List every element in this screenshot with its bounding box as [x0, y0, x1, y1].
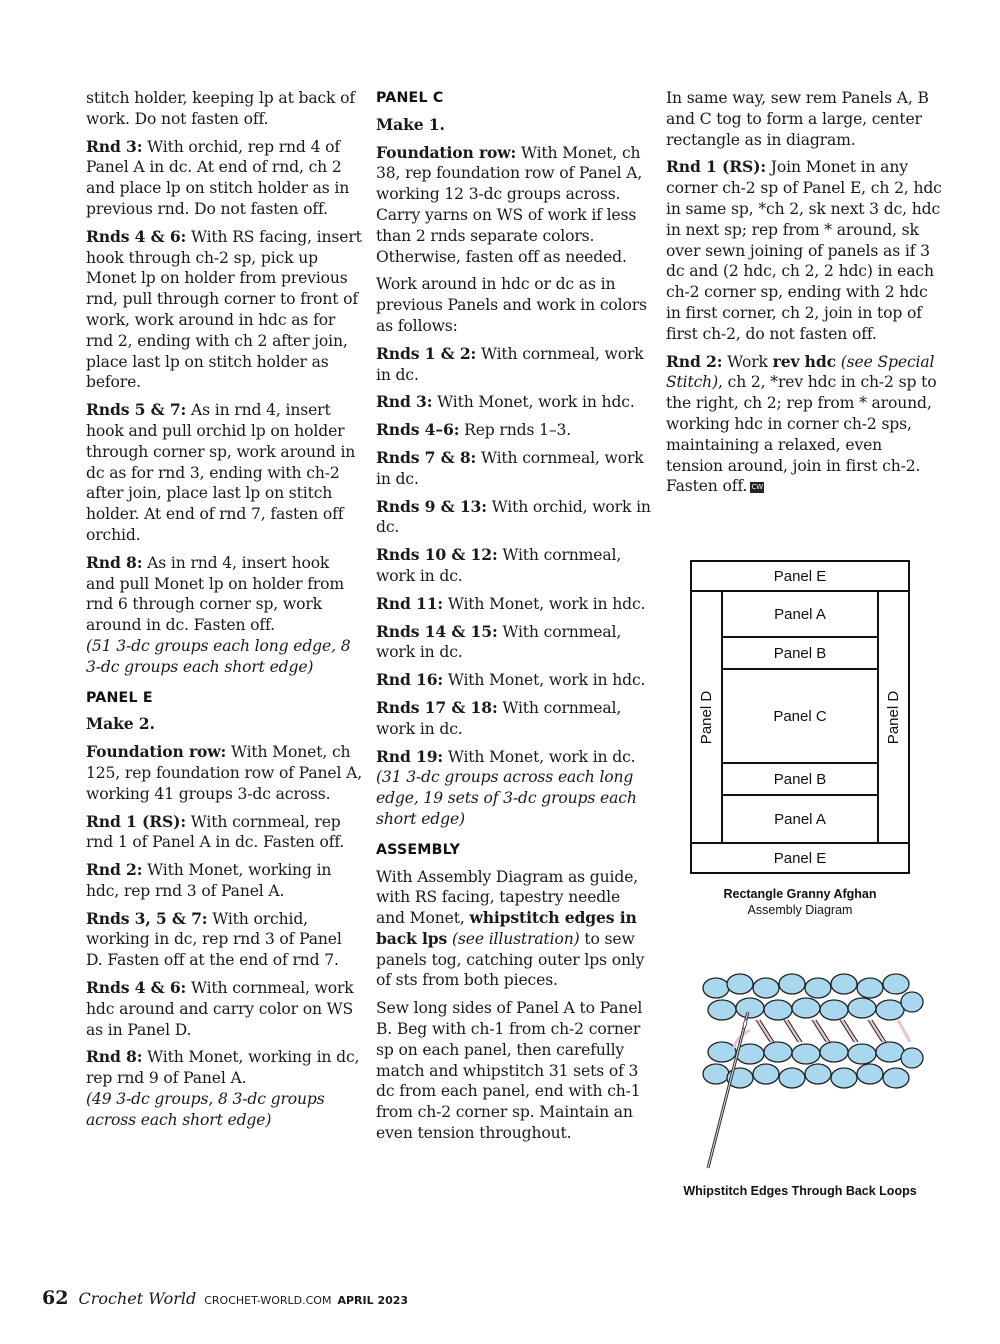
paragraph [86, 227, 362, 393]
paragraph [376, 622, 652, 664]
paragraph: Sew long sides of Panel A to Panel B. Beg with ch-1 from ch-2 corner sp on each panel, then carefully match and whipstitch 31 sets of 3 dc from each panel, end with ch-1 from ch-2 corner sp. Maintain an even tension throughout. [376, 999, 643, 1143]
paragraph [376, 344, 652, 386]
step-text: With cornmeal, rep rnd 1 of Panel A in dc. Fasten off. [86, 812, 345, 852]
step-text: With cornmeal, work in dc. [376, 546, 622, 585]
panel-label: Panel D [885, 690, 902, 744]
step-text: Join Monet in any corner ch-2 sp of Panel E, ch 2, hdc in same sp, *ch 2, sk next 3 dc, hdc in next sp; rep from * around, sk over sewn joining of panels as if 3 dc and (2 hdc, ch 2, 2 hdc) in each ch-2 corner sp, ending with 2 hdc in first corner, ch 2, join in top of first ch-2, do not fasten off. [666, 158, 942, 343]
step-text: With cornmeal, work in dc. [376, 448, 644, 488]
text-column-3 [666, 88, 942, 504]
diagram-panel-d-left [690, 590, 723, 844]
diagram-panel-b-bottom: Panel B [721, 762, 879, 796]
diagram-panel-a-bottom: Panel A [721, 794, 879, 844]
step-label: Rnd 3: [86, 136, 143, 156]
step-label: Rnd 2: [86, 860, 143, 880]
paragraph [86, 812, 362, 854]
make-count: Make 1. [376, 114, 445, 134]
paragraph [86, 553, 362, 678]
diagram-panel-c: Panel C [721, 668, 879, 764]
step-text: With cornmeal, work hdc around and carry color on WS as in Panel D. [86, 979, 354, 1039]
paragraph [376, 670, 652, 691]
paragraph [86, 860, 362, 902]
diagram-caption-subtitle: Assembly Diagram [747, 903, 853, 917]
step-text: As in rnd 4, insert hook and pull orchid lp on holder through corner sp, work around in dc as for rnd 3, ending with ch-2 after join, place last lp on stitch holder. At end of rnd 7, fasten off orchid. [86, 401, 356, 544]
paragraph [376, 392, 652, 413]
illustration-caption: Whipstitch Edges Through Back Loops [683, 1184, 917, 1198]
make-count: Make 2. [86, 714, 155, 734]
paragraph [376, 545, 652, 587]
step-text: With Monet, work in dc. [443, 747, 636, 766]
paragraph [376, 420, 652, 441]
paragraph [86, 400, 362, 546]
step-label: Rnd 1 (RS): [86, 811, 186, 831]
website: CROCHET-WORLD.COM [204, 1294, 332, 1307]
stitch-count-note: (49 3-dc groups, 8 3-dc groups across each short edge) [86, 1090, 325, 1129]
step-label: Foundation row: [86, 742, 227, 762]
paragraph [376, 594, 652, 615]
step-text: With orchid, working in dc, rep rnd 3 of Panel D. Fasten off at the end of rnd 7. [86, 909, 342, 970]
text-run: With Assembly Diagram as guide, with RS facing, tapestry needle and Monet, [376, 867, 639, 928]
italic-run: (see illustration) [451, 929, 580, 948]
crochet-fabric-top [703, 974, 923, 1020]
section-heading-assembly: ASSEMBLY [376, 841, 461, 858]
text-run: to sew panels tog, catching outer lps only of sts from both pieces. [376, 929, 645, 990]
step-label: Rnd 11: [376, 593, 444, 613]
paragraph [376, 448, 652, 490]
step-text: With cornmeal, work in dc. [376, 344, 644, 384]
step-label: Rnds 1 & 2: [376, 343, 477, 363]
step-label: Foundation row: [376, 142, 517, 162]
whipstitch-illustration [700, 970, 925, 1170]
whipstitch-illustration-drawing [700, 970, 925, 1170]
page-footer [42, 1287, 642, 1309]
step-label: Rnd 1 (RS): [666, 157, 766, 177]
step-label: Rnd 3: [376, 392, 433, 412]
step-label: Rnds 4 & 6: [86, 226, 187, 246]
magazine-name: Crochet World [78, 1289, 197, 1308]
page-number: 62 [42, 1287, 69, 1309]
step-text: With cornmeal, work in dc. [376, 622, 622, 662]
paragraph: Work around in hdc or dc as in previous Panels and work in colors as follows: [376, 275, 647, 335]
step-text: Rep rnds 1–3. [459, 421, 572, 440]
step-text: With cornmeal, work in dc. [376, 698, 622, 738]
step-text: With Monet, work in hdc. [443, 594, 646, 613]
text-column-1 [86, 88, 362, 1138]
step-text: With RS facing, insert hook through ch-2 sp, pick up Monet lp on holder from previous rnd, pull through corner to front of work, work around in hdc as for rnd 2, ending with ch 2 after join, place last lp on stitch holder as before. [86, 227, 362, 392]
paragraph: In same way, sew rem Panels A, B and C tog to form a large, center rectangle as in diagram. [666, 89, 929, 149]
paragraph [376, 698, 652, 740]
diagram-caption [664, 886, 936, 918]
paragraph [666, 352, 942, 498]
paragraph [666, 157, 942, 344]
step-label: Rnds 9 & 13: [376, 496, 487, 516]
stitch-count-note: (51 3-dc groups each long edge, 8 3-dc groups each short edge) [86, 636, 351, 676]
step-text: With Monet, work in hdc. [443, 671, 646, 690]
step-text: With Monet, working in dc, rep rnd 9 of Panel A. [86, 1048, 360, 1088]
text-run: Work [722, 352, 773, 371]
bold-run: whipstitch edges in back lps [376, 908, 637, 948]
paragraph: stitch holder, keeping lp at back of work. Do not fasten off. [86, 89, 356, 128]
paragraph [376, 867, 652, 992]
step-label: Rnds 3, 5 & 7: [86, 908, 208, 928]
step-label: Rnd 8: [86, 1047, 143, 1067]
step-label: Rnd 19: [376, 746, 444, 766]
step-text: As in rnd 4, insert hook and pull Monet lp on holder from rnd 6 through corner sp, work around in dc. Fasten off. [86, 553, 345, 635]
assembly-diagram [690, 560, 910, 874]
panel-label: Panel D [698, 690, 715, 744]
diagram-panel-b-top: Panel B [721, 636, 879, 670]
step-text: With Monet, work in hdc. [432, 393, 635, 412]
step-label: Rnds 4–6: [376, 420, 460, 440]
step-label: Rnd 2: [666, 351, 723, 371]
whipstitch-yarn [758, 1020, 910, 1042]
diagram-panel-a-top: Panel A [721, 590, 879, 638]
paragraph [86, 1047, 362, 1130]
paragraph [86, 978, 362, 1040]
crochet-fabric-bottom [703, 1042, 923, 1088]
paragraph [86, 137, 362, 220]
step-label: Rnds 7 & 8: [376, 447, 477, 467]
section-heading-panel-c: PANEL C [376, 90, 444, 106]
step-text: With orchid, work in dc. [376, 497, 651, 537]
paragraph [86, 742, 362, 804]
paragraph [376, 747, 652, 830]
section-heading-panel-e: PANEL E [86, 689, 153, 706]
tapestry-needle-icon [708, 1012, 748, 1168]
step-label: Rnds 5 & 7: [86, 400, 187, 420]
diagram-caption-title: Rectangle Granny Afghan [723, 887, 877, 901]
diagram-panel-d-right [877, 590, 910, 844]
diagram-panel-e-top: Panel E [690, 560, 910, 592]
step-text: With Monet, ch 38, rep foundation row of Panel A, working 12 3-dc groups across. Carry yarns on WS of work if less than 2 rnds separate colors. Otherwise, fasten off as needed. [376, 143, 643, 266]
step-label: Rnd 8: [86, 552, 143, 572]
stitch-count-note: (31 3-dc groups across each long edge, 19 sets of 3-dc groups each short edge) [376, 768, 637, 828]
text-column-2 [376, 88, 652, 1151]
step-label: Rnds 17 & 18: [376, 697, 498, 717]
step-text: With Monet, ch 125, rep foundation row of Panel A, working 41 groups 3-dc across. [86, 743, 363, 803]
step-label: Rnds 10 & 12: [376, 545, 498, 565]
paragraph [86, 909, 362, 971]
step-label: Rnd 16: [376, 670, 444, 690]
paragraph [376, 497, 652, 539]
step-label: Rnds 14 & 15: [376, 621, 498, 641]
paragraph [376, 143, 652, 268]
text-run: , ch 2, *rev hdc in ch-2 sp to the right, ch 2; rep from * around, working hdc in corner ch-2 sps, maintaining a relaxed, even tension around, join in first ch-2. Fasten off. [666, 373, 937, 496]
italic-run: (see Special Stitch) [666, 352, 935, 392]
bold-run: rev hdc [772, 351, 836, 371]
step-text: With orchid, rep rnd 4 of Panel A in dc. At end of rnd, ch 2 and place lp on stitch holder as in previous rnd. Do not fasten off. [86, 137, 350, 218]
diagram-panel-e-bottom: Panel E [690, 842, 910, 874]
issue-date: APRIL 2023 [337, 1294, 409, 1307]
step-text: With Monet, working in hdc, rep rnd 3 of Panel A. [86, 861, 332, 900]
end-of-pattern-icon: CW [751, 482, 763, 491]
step-label: Rnds 4 & 6: [86, 978, 187, 998]
